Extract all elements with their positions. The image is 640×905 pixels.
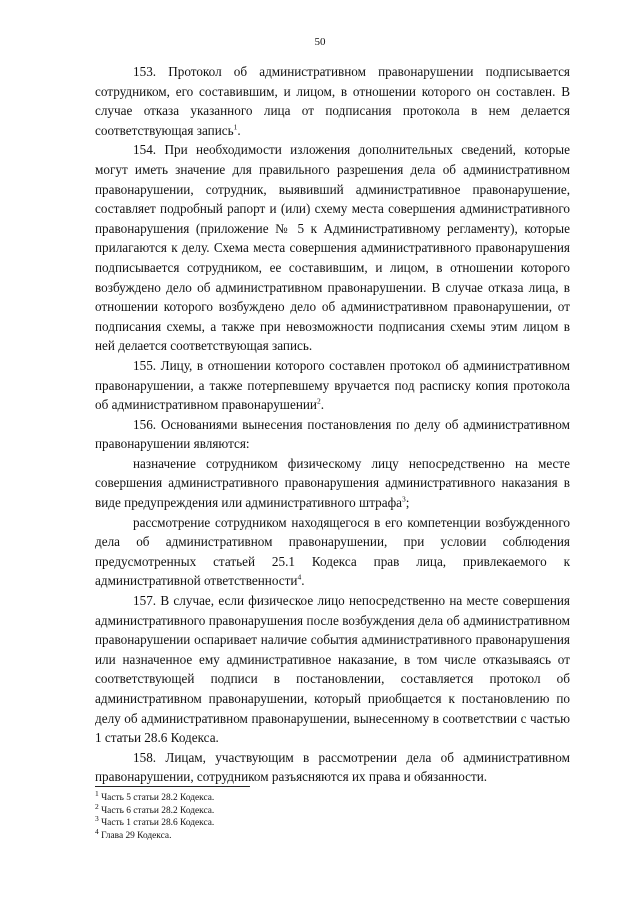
footnote-2 — [95, 801, 395, 818]
footnote-number: 2 — [95, 801, 99, 811]
footnote-ref: 1 — [233, 122, 238, 132]
paragraph-tail: . — [237, 122, 241, 138]
paragraph-154 — [95, 140, 570, 356]
paragraph-tail: ; — [405, 495, 410, 511]
footnote-number: 1 — [95, 788, 99, 798]
paragraph-tail: . — [320, 397, 325, 413]
paragraph-text: 157. В случае, если физическое лицо непосредственно на месте совершения административного правонарушения после возбуждения дела об административном правонарушении оспаривает наличие события административного правонарушения или назначенное ему административное наказание, в том числе отказываясь от соответствующей подписи в постановлении, составляется протокол об административном правонарушении, который приобщается к постановлению по делу об административном правонарушении, вынесенному в соответствии с частью 1 статьи 28.6 Кодекса. — [95, 593, 570, 746]
footnote-ref: 3 — [401, 494, 406, 504]
footnote-divider — [95, 786, 250, 787]
paragraph-157 — [95, 591, 570, 748]
paragraph-text: назначение сотрудником физическому лицу непосредственно на месте совершения административного правонарушения административного наказания в виде предупреждения или административного штрафа — [95, 455, 570, 511]
paragraph-156 — [95, 415, 570, 454]
footnote-ref: 2 — [317, 396, 321, 406]
paragraph-text: 153. Протокол об административном правонарушении подписывается сотрудником, его составившим, и лицом, в отношении которого он составлен. В случае отказа указанного лица от подписания протокола в нем делается соответствующая запись — [95, 64, 570, 138]
paragraph-155 — [95, 356, 570, 415]
paragraph-158 — [95, 748, 570, 787]
footnote-1 — [95, 788, 395, 805]
paragraph-text: 155. Лицу, в отношении которого составлен протокол об административном правонарушении, а также потерпевшему вручается под расписку копия протокола об административном правонарушении — [95, 357, 570, 413]
footnote-text: Глава 29 Кодекса. — [101, 830, 172, 841]
paragraph-text: 156. Основаниями вынесения постановления по делу об административном правонарушении являются: — [95, 416, 570, 452]
page-number: 50 — [314, 36, 326, 48]
footnote-text: Часть 6 статьи 28.2 Кодекса. — [101, 805, 215, 816]
paragraph-156-item-1 — [95, 454, 570, 513]
footnote-number: 3 — [95, 814, 99, 824]
footnote-text: Часть 5 статьи 28.2 Кодекса. — [101, 793, 215, 803]
footnotes — [95, 788, 395, 842]
paragraph-text: рассмотрение сотрудником находящегося в его компетенции возбужденного дела об административном правонарушении, при условии соблюдения предусмотренных статьей 25.1 Кодекса прав лица, привлекаемого к административной ответственности — [95, 514, 570, 589]
paragraph-153 — [95, 62, 570, 140]
footnote-4 — [95, 826, 395, 843]
footnote-ref: 4 — [297, 573, 302, 583]
paragraph-156-item-2 — [95, 513, 570, 591]
paragraph-text: 158. Лицам, участвующим в рассмотрении дела об административном правонарушении, сотрудником разъясняются их права и обязанности. — [95, 749, 570, 785]
footnote-3 — [95, 814, 395, 830]
paragraph-text: 154. При необходимости изложения дополнительных сведений, которые могут иметь значение для правильного разрешения дела об административном правонарушении, сотрудник, выявивший административное правонарушение, составляет подробный рапорт и (или) схему места совершения административного правонарушения (приложение № 5 к Административному регламенту), которые прилагаются к делу. Схема места совершения административного правонарушения подписывается сотрудником, ее составившим, и лицом, в отношении которого возбуждено дело об административном правонарушении. В случае отказа лица, в отношении которого возбуждено дело об административном правонарушении, от подписания схемы, а также при невозможности подписания схемы этим лицом в ней делается соответствующая запись. — [95, 142, 570, 354]
paragraph-tail: . — [301, 573, 305, 589]
footnote-number: 4 — [95, 826, 99, 836]
footnote-text: Часть 1 статьи 28.6 Кодекса. — [101, 818, 215, 829]
body-text — [95, 62, 570, 787]
